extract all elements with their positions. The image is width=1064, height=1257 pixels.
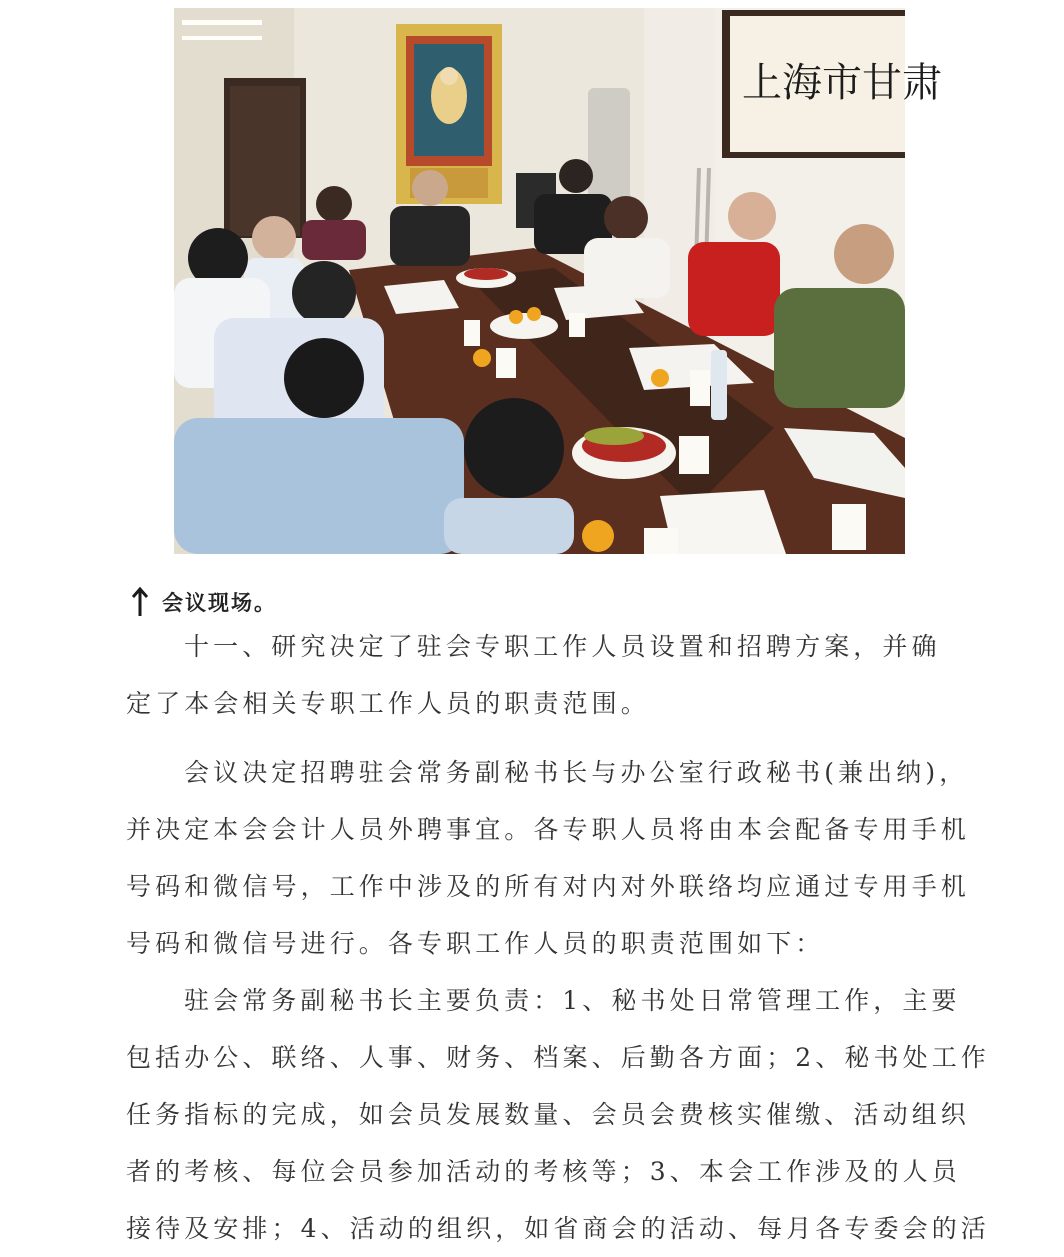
up-arrow-icon <box>130 586 150 618</box>
meeting-photo <box>174 8 942 554</box>
paragraph-line: 包括办公、联络、人事、财务、档案、后勤各方面；2、秘书处工作 <box>126 1043 990 1072</box>
paragraph-line: 十一、研究决定了驻会专职工作人员设置和招聘方案，并确 <box>184 632 941 661</box>
paragraph-line: 定了本会相关专职工作人员的职责范围。 <box>126 689 650 718</box>
paragraph-recruitment <box>126 744 970 972</box>
caption-text: 会议现场。 <box>162 590 277 615</box>
paragraph-line: 并决定本会会计人员外聘事宜。各专职人员将由本会配备专用手机 <box>126 815 970 844</box>
calligraphy-text: 上海市甘肃 <box>742 60 942 106</box>
paragraph-line: 者的考核、每位会员参加活动的考核等；3、本会工作涉及的人员 <box>126 1157 961 1186</box>
meeting-photo-illustration <box>174 8 942 554</box>
paragraph-duties <box>126 972 990 1257</box>
photo-caption <box>130 584 277 620</box>
paragraph-line: 驻会常务副秘书长主要负责：1、秘书处日常管理工作，主要 <box>184 986 961 1015</box>
paragraph-line: 任务指标的完成，如会员发展数量、会员会费核实催缴、活动组织 <box>126 1100 970 1129</box>
paragraph-line: 号码和微信号，工作中涉及的所有对内对外联络均应通过专用手机 <box>126 872 970 901</box>
paragraph-item-eleven <box>126 618 956 732</box>
paragraph-line: 接待及安排；4、活动的组织，如省商会的活动、每月各专委会的活 <box>126 1214 990 1243</box>
paragraph-line: 号码和微信号进行。各专职工作人员的职责范围如下： <box>126 929 825 958</box>
paragraph-line: 会议决定招聘驻会常务副秘书长与办公室行政秘书(兼出纳)， <box>184 758 969 787</box>
